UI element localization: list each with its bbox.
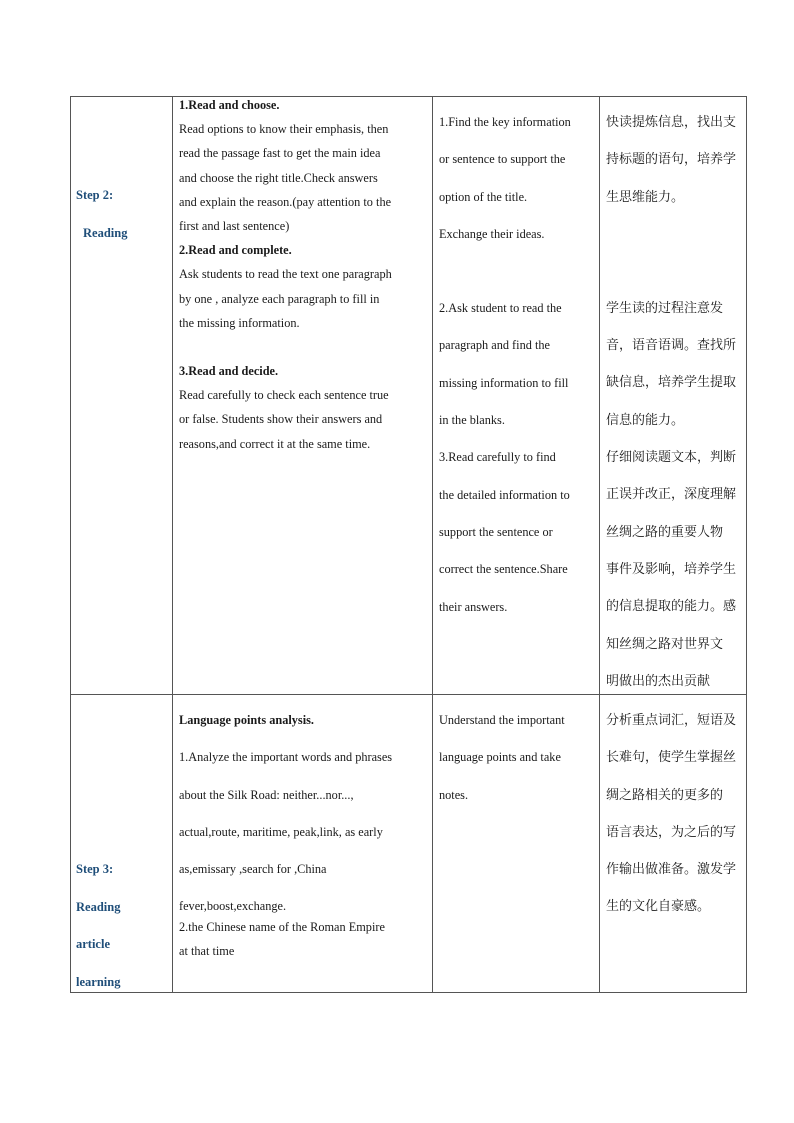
teacher-activity-cell: [179, 702, 429, 963]
step-title: article: [76, 937, 111, 951]
student-line: language points and take: [439, 750, 561, 765]
step-label-cell: [76, 177, 170, 252]
activity-line: Read options to know their emphasis, then: [179, 122, 389, 137]
student-activity-cell: [439, 702, 597, 814]
activity-line: the missing information.: [179, 315, 300, 330]
activity-line: actual,route, maritime, peak,link, as early: [179, 824, 383, 839]
activity-line: 1.Analyze the important words and phrases: [179, 750, 393, 765]
student-line: paragraph and find the: [439, 338, 550, 353]
activity-heading: 3.Read and decide.: [179, 364, 279, 379]
activity-line: fever,boost,exchange.: [179, 899, 287, 914]
purpose-line: 持标题的语句，培养学: [606, 152, 737, 168]
purpose-line: 事件及影响，培养学生: [606, 561, 737, 577]
purpose-line: 仔细阅读题文本，判断: [606, 450, 737, 466]
purpose-line: 作输出做准备。激发学: [606, 862, 737, 878]
purpose-cell: [606, 104, 745, 700]
step-title: Reading: [76, 899, 121, 914]
purpose-line: 绸之路相关的更多的: [606, 787, 724, 803]
student-line: 3.Read carefully to find: [439, 450, 556, 465]
purpose-line: 缺信息，培养学生提取: [606, 375, 737, 391]
student-line: Exchange their ideas.: [439, 226, 545, 241]
step-title: learning: [76, 974, 121, 989]
purpose-line: 长难句，使学生掌握丝: [606, 750, 737, 766]
column-divider: [599, 96, 600, 993]
student-line: missing information to fill: [439, 375, 569, 390]
student-line: option of the title.: [439, 189, 528, 204]
activity-line: or false. Students show their answers and: [179, 412, 383, 427]
purpose-line: 正误并改正，深度理解: [606, 487, 737, 503]
purpose-line: 明做出的杰出贡献: [606, 673, 711, 689]
step-number: Step 3:: [76, 862, 114, 876]
student-line: in the blanks.: [439, 413, 505, 428]
student-line: notes.: [439, 787, 469, 802]
step-title: Reading: [83, 225, 128, 240]
purpose-line: 生思维能力。: [606, 189, 685, 205]
purpose-line: 音，语音语调。查找所: [606, 338, 737, 354]
activity-line: at that time: [179, 943, 235, 958]
activity-heading: Language points analysis.: [179, 713, 314, 727]
student-activity-cell: [439, 104, 597, 626]
purpose-line: 丝绸之路的重要人物: [606, 524, 724, 540]
purpose-line: 语言表达，为之后的写: [606, 824, 737, 840]
step-label-cell: [76, 851, 170, 1001]
activity-heading: 2.Read and complete.: [179, 243, 292, 258]
activity-line: reasons,and correct it at the same time.: [179, 436, 371, 451]
student-line: the detailed information to: [439, 487, 570, 502]
activity-line: by one , analyze each paragraph to fill in: [179, 291, 380, 306]
purpose-line: 生的文化自豪感。: [606, 899, 711, 915]
table-border-right: [746, 96, 747, 993]
activity-line: read the passage fast to get the main idea: [179, 146, 381, 161]
purpose-line: 分析重点词汇，短语及: [606, 713, 737, 728]
purpose-line: 学生读的过程注意发: [606, 300, 724, 316]
student-line: Understand the important: [439, 713, 565, 727]
student-line: 1.Find the key information: [439, 115, 571, 129]
purpose-line: 知丝绸之路对世界文: [606, 636, 724, 652]
student-line: support the sentence or: [439, 524, 553, 539]
lesson-plan-table: [70, 96, 747, 993]
activity-line: Read carefully to check each sentence true: [179, 388, 389, 403]
column-divider: [172, 96, 173, 993]
student-line: 2.Ask student to read the: [439, 301, 562, 316]
table-border-left: [70, 96, 71, 993]
activity-line: and explain the reason.(pay attention to the: [179, 194, 392, 209]
purpose-line: 信息的能力。: [606, 412, 685, 428]
activity-line: about the Silk Road: neither...nor...,: [179, 787, 354, 802]
activity-heading: 1.Read and choose.: [179, 98, 280, 112]
student-line: their answers.: [439, 599, 508, 614]
purpose-line: 快读提炼信息，找出支: [606, 115, 737, 130]
purpose-cell: [606, 702, 745, 926]
activity-line: Ask students to read the text one paragraph: [179, 267, 392, 282]
activity-line: 2.the Chinese name of the Roman Empire: [179, 919, 385, 934]
column-divider: [432, 96, 433, 993]
activity-line: and choose the right title.Check answers: [179, 170, 378, 185]
teacher-activity-cell: [179, 96, 429, 456]
student-line: or sentence to support the: [439, 152, 566, 167]
purpose-line: 的信息提取的能力。感: [606, 599, 737, 615]
step-number: Step 2:: [76, 188, 114, 202]
activity-line: as,emissary ,search for ,China: [179, 862, 327, 877]
student-line: correct the sentence.Share: [439, 562, 568, 577]
activity-line: first and last sentence): [179, 219, 290, 234]
